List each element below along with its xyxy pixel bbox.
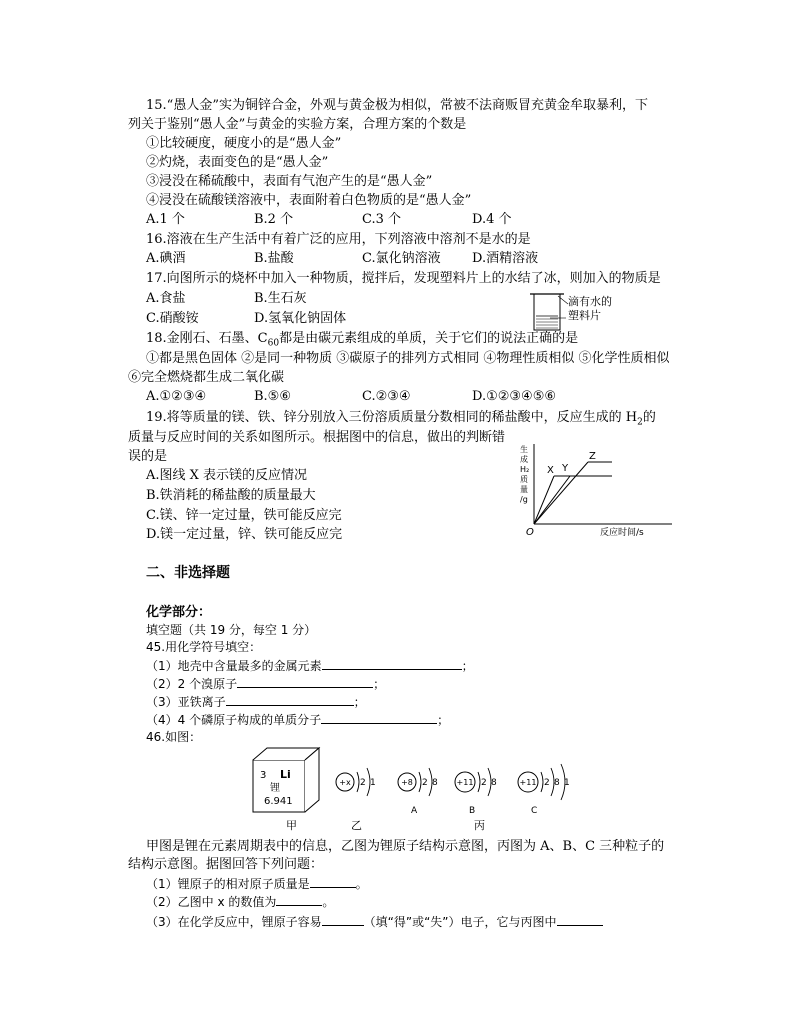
q15-option-d: D.4 个 [472, 212, 512, 227]
curve-z [534, 462, 588, 524]
q46-sub-2: （2）乙图中 x 的数值为 。 [146, 892, 334, 911]
q16-stem: 16.溶液在生产生活中有着广泛的应用，下列溶液中溶剂不是水的是 [146, 232, 531, 247]
q19-option-d: D.镁一定过量，锌、铁可能反应完 [146, 527, 343, 542]
q46-para-line2: 结构示意图。据图回答下列问题： [128, 857, 324, 872]
q17-option-b: B.生石灰 [254, 291, 307, 306]
q16-options [146, 250, 666, 268]
origin-label: O [526, 527, 534, 538]
q15-option-c: C.3 个 [362, 212, 402, 227]
x-axis-label: 反应时间/s [600, 528, 644, 538]
svg-text:+8: +8 [401, 778, 413, 787]
q45-item-4: （4）4 个磷原子构成的单质分子 ； [146, 710, 449, 729]
svg-text:2: 2 [481, 778, 487, 788]
figure-name-bing: 丙 [474, 819, 485, 832]
q45-blank-3[interactable] [226, 692, 354, 706]
svg-text:+11: +11 [456, 778, 474, 787]
beaker-label-2: 塑料片 [568, 309, 601, 322]
q18-options [146, 388, 686, 406]
q46-sub-3: （3）在化学反应中，锂原子容易 （填“得”或“失”）电子，它与丙图中 [146, 912, 603, 931]
curve-x [534, 476, 554, 524]
element-cell-side [305, 748, 319, 812]
atom-b-label: B [469, 806, 476, 816]
svg-text:1: 1 [370, 778, 376, 788]
element-cell-figure [250, 746, 326, 816]
beaker-icon [534, 294, 560, 330]
element-symbol: Li [280, 768, 291, 781]
q18-stem-line3: ⑥完全燃烧都生成二氧化碳 [128, 370, 285, 385]
q16-option-d: D.酒精溶液 [472, 251, 539, 266]
q15-stem-line2: 列关于鉴别“愚人金”与黄金的实验方案，合理方案的个数是 [128, 117, 467, 132]
q18-option-b: B.⑤⑥ [254, 389, 291, 404]
svg-text:2: 2 [360, 778, 366, 788]
q15-option-b: B.2 个 [254, 212, 294, 227]
q45-item-1: （1）地壳中含量最多的金属元素 ； [146, 656, 474, 675]
svg-text:8: 8 [491, 778, 497, 788]
q46-sub-1: （1）锂原子的相对原子质量是 。 [146, 874, 368, 893]
q19-stem-line2: 质量与反应时间的关系如图所示。根据图中的信息，做出的判断错 [128, 430, 506, 445]
q15-options [146, 211, 666, 229]
fill-heading: 填空题（共 19 分，每空 1 分） [146, 623, 317, 637]
figure-name-jia: 甲 [286, 819, 297, 832]
svg-text:2: 2 [422, 778, 428, 788]
q46-blank-1[interactable] [310, 874, 356, 888]
q45-item-3: （3）亚铁离子 ； [146, 692, 366, 711]
q15-item-2: ②灼烧，表面变色的是“愚人金” [146, 155, 329, 170]
q19-stem-line3: 误的是 [128, 449, 168, 464]
q19-stem-line1: 19.将等质量的镁、铁、锌分别放入三份溶质质量分数相同的稀盐酸中，反应生成的 $H_2$的 [146, 410, 656, 428]
q17-option-a: A.食盐 [146, 291, 186, 306]
atom-c-label: C [531, 806, 538, 816]
svg-text:+x: +x [339, 778, 351, 787]
y-label-2: 成 [520, 455, 528, 464]
atom-b [455, 768, 497, 816]
y-label-5: 量 [520, 485, 528, 494]
q46-blank-2[interactable] [276, 892, 322, 906]
q15-option-a: A.1 个 [146, 212, 185, 227]
q15-item-3: ③浸没在稀硫酸中，表面有气泡产生的是“愚人金” [146, 174, 433, 189]
svg-text:+11: +11 [519, 778, 537, 787]
q15-item-4: ④浸没在硫酸镁溶液中，表面附着白色物质的是“愚人金” [146, 193, 472, 208]
q19-option-b: B.铁消耗的稀盐酸的质量最大 [146, 488, 316, 503]
q18-stem: 18.金刚石、石墨、$C_{60}$都是由碳元素组成的单质，关于它们的说法正确的是 [146, 331, 579, 349]
q17-option-c: C.硝酸铵 [146, 311, 199, 326]
atom-c [518, 764, 570, 816]
q46-blank-4[interactable] [557, 912, 603, 926]
figure-name-yi: 乙 [351, 819, 362, 832]
svg-text:8: 8 [432, 778, 438, 788]
curve-y-label: Y [562, 463, 569, 474]
q45-blank-4[interactable] [321, 710, 437, 724]
y-label-3: H₂ [520, 465, 530, 474]
q45-stem: 45.用化学符号填空： [146, 640, 262, 654]
element-name: 锂 [270, 783, 280, 794]
y-label-6: /g [520, 495, 528, 504]
section-heading: 二、非选择题 [146, 565, 230, 581]
q46-blank-3[interactable] [322, 912, 364, 926]
element-number: 3 [260, 770, 267, 781]
q46-para-line1: 甲图是锂在元素周期表中的信息，乙图为锂原子结构示意图，丙图为 A、B、C 三种粒子的 [146, 839, 665, 854]
beaker-label-1: 滴有水的 [568, 295, 612, 308]
y-label-4: 质 [520, 475, 528, 484]
svg-text:2: 2 [544, 778, 550, 788]
svg-text:8: 8 [554, 778, 560, 788]
q18-option-a: A.①②③④ [146, 389, 207, 404]
atom-a-label: A [411, 806, 418, 816]
q15-stem-line1: 15.“愚人金”实为铜锌合金，外观与黄金极为相似，常被不法商贩冒充黄金牟取暴利，下 [146, 98, 648, 113]
q16-option-b: B.盐酸 [254, 251, 294, 266]
q19-option-c: C.镁、锌一定过量，铁可能反应完 [146, 508, 342, 523]
q18-option-d: D.①②③④⑤⑥ [472, 389, 557, 404]
q45-blank-1[interactable] [322, 656, 462, 670]
q17-option-d: D.氢氧化钠固体 [254, 311, 347, 326]
element-mass: 6.941 [264, 796, 293, 807]
curve-z-label: Z [589, 451, 596, 462]
q18-stem-line2: ①都是黑色固体 ②是同一种物质 ③碳原子的排列方式相同 ④物理性质相似 ⑤化学性质相似 [146, 351, 670, 366]
q45-blank-2[interactable] [237, 674, 373, 688]
q16-option-a: A.碘酒 [146, 251, 186, 266]
atom-a [398, 768, 438, 816]
y-label-1: 生 [520, 445, 528, 454]
atom-diagrams [330, 760, 580, 820]
chemistry-heading: 化学部分： [146, 605, 212, 620]
q17-stem: 17.向图所示的烧杯中加入一种物质，搅拌后，发现塑料片上的水结了冰，则加入的物质是 [146, 271, 661, 286]
svg-text:1: 1 [564, 778, 570, 788]
q19-option-a: A.图线 X 表示镁的反应情况 [146, 468, 308, 483]
curve-x-label: X [547, 465, 554, 476]
atom-lithium [336, 768, 376, 796]
q15-item-1: ①比较硬度，硬度小的是“愚人金” [146, 136, 342, 151]
curve-y [534, 476, 570, 524]
q18-option-c: C.②③④ [362, 389, 411, 404]
q45-item-2: （2）2 个溴原子 ； [146, 674, 385, 693]
q46-stem: 46.如图： [146, 730, 202, 744]
q16-option-c: C.氯化钠溶液 [362, 251, 441, 266]
h2-time-graph [512, 440, 680, 538]
